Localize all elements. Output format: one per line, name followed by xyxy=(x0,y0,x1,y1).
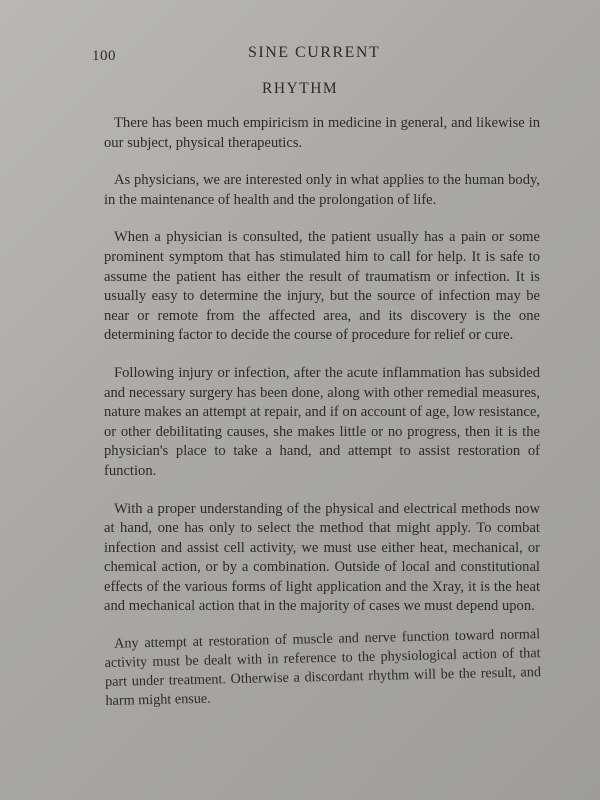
running-title: SINE CURRENT xyxy=(248,44,381,61)
paragraph-rhythm: Any attempt at restoration of muscle and nerve function toward normal activity must be dealt with in reference to the physiological action of that part under treatment. Otherwise a discordant rhythm will be the result, and harm might ensue. xyxy=(104,626,542,710)
running-head xyxy=(88,42,538,66)
paragraph-repair: Following injury or infection, after the acute inflammation has subsided and necessary surgery has been done, along with other remedial measures, nature makes an attempt at repair, and if on account of age, low resistance, or other debilitating causes, she makes little or no progress, then it is the physician's place to take a hand, and attempt to assist restoration of function. xyxy=(104,364,540,479)
body-text xyxy=(104,114,540,729)
paragraph-consultation: When a physician is consulted, the patient usually has a pain or some prominent symptom that has stimulated him to call for help. It is safe to assume the patient has either the result of traumatism or infection. It is usually easy to determine the injury, but the source of infection may be near or remote from the affected area, and its discovery is the one determining factor to decide the course of procedure for relief or cure. xyxy=(104,229,540,344)
section-heading: RHYTHM xyxy=(262,80,339,97)
paragraph-empiricism: There has been much empiricism in medicine in general, and likewise in our subject, physical therapeutics. xyxy=(104,115,540,151)
paragraph-methods: With a proper understanding of the physical and electrical methods now at hand, one has only to select the method that might apply. To combat infection and assist cell activity, we must use either heat, mechanical, or chemical action, or by a combination. Outside of local and constitutional effects of the various forms of light application and the Xray, it is the heat and mechanical action that in the majority of cases we must depend upon. xyxy=(104,500,540,615)
paragraph-physicians: As physicians, we are interested only in what applies to the human body, in the maintenance of health and the prolongation of life. xyxy=(104,172,540,208)
page-number: 100 xyxy=(92,48,116,64)
